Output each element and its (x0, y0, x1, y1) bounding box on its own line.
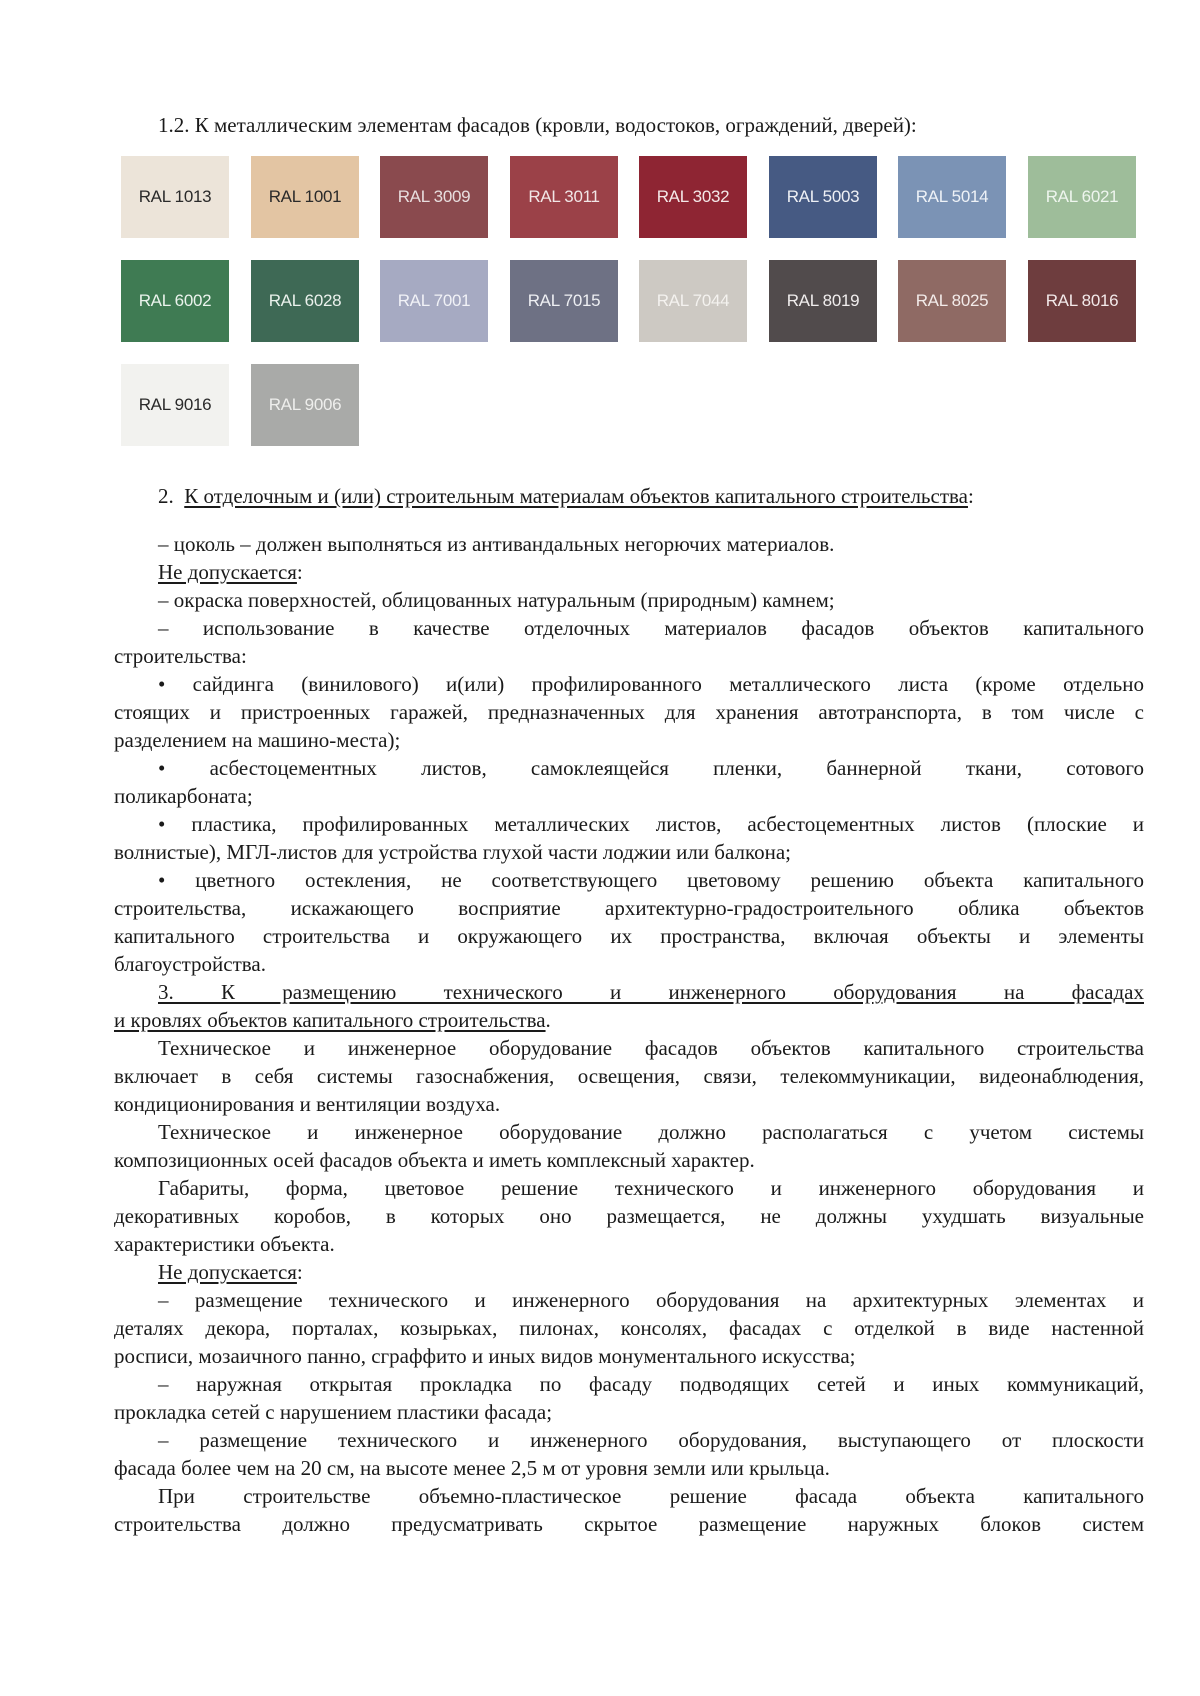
bullet-item-cont: поликарбоната; (114, 784, 253, 808)
bullet-item-cont: стоящих и пристроенных гаражей, предназначенных для хранения автотранспорта, в том числе с (114, 700, 1144, 724)
section-1-2-heading: 1.2. К металлическим элементам фасадов (кровли, водостоков, ограждений, дверей): (158, 113, 917, 137)
list-item-cont: фасада более чем на 20 см, на высоте менее 2,5 м от уровня земли или крыльца. (114, 1456, 830, 1480)
swatch-label: RAL 9006 (268, 395, 342, 414)
paragraph: Техническое и инженерное оборудование фасадов объектов капитального строительства (158, 1036, 1144, 1060)
bullet-item: • асбестоцементных листов, самоклеящейся пленки, баннерной ткани, сотового (158, 756, 1144, 780)
color-swatch (121, 364, 229, 446)
not-allowed-label-2: Не допускается: (158, 1260, 303, 1284)
paragraph: характеристики объекта. (114, 1232, 335, 1256)
color-swatch (510, 260, 618, 342)
bullet-item-cont: благоустройства. (114, 952, 266, 976)
color-swatch (121, 260, 229, 342)
swatch-label: RAL 6021 (1045, 187, 1119, 206)
list-item: – окраска поверхностей, облицованных натуральным (природным) камнем; (158, 588, 835, 612)
swatch-label: RAL 8016 (1045, 291, 1119, 310)
color-swatch (769, 260, 877, 342)
list-item-cont: строительства: (114, 644, 247, 668)
color-swatch (898, 156, 1006, 238)
section-3-heading-cont: и кровлях объектов капитального строительства. (114, 1008, 551, 1032)
swatch-label: RAL 5014 (915, 187, 989, 206)
paragraph: композиционных осей фасадов объекта и иметь комплексный характер. (114, 1148, 755, 1172)
swatch-label: RAL 3032 (656, 187, 730, 206)
section-3-heading: 3. К размещению технического и инженерного оборудования на фасадах (158, 980, 1144, 1004)
bullet-item: • сайдинга (винилового) и(или) профилированного металлического листа (кроме отдельно (158, 672, 1144, 696)
paragraph: Габариты, форма, цветовое решение технического и инженерного оборудования и (158, 1176, 1144, 1200)
bullet-item: • цветного остекления, не соответствующего цветовому решению объекта капитального (158, 868, 1144, 892)
swatch-label: RAL 3011 (528, 187, 600, 206)
color-swatch (251, 364, 359, 446)
paragraph: включает в себя системы газоснабжения, освещения, связи, телекоммуникации, видеонаблюдения, (114, 1064, 1144, 1088)
plinth-requirement: – цоколь – должен выполняться из антивандальных негорючих материалов. (158, 532, 835, 556)
swatch-label: RAL 8025 (915, 291, 989, 310)
not-allowed-label-1: Не допускается: (158, 560, 303, 584)
list-item-cont: росписи, мозаичного панно, сграффито и иных видов монументального искусства; (114, 1344, 856, 1368)
color-swatch (251, 260, 359, 342)
color-swatch (1028, 260, 1136, 342)
bullet-item: • пластика, профилированных металлических листов, асбестоцементных листов (плоские и (158, 812, 1144, 836)
body-text (114, 530, 1144, 1538)
ral-color-swatches (121, 156, 1137, 456)
list-item: – размещение технического и инженерного оборудования на архитектурных элементах и (158, 1288, 1144, 1312)
color-swatch (639, 156, 747, 238)
bullet-item-cont: разделением на машино-места); (114, 728, 401, 752)
color-swatch (380, 156, 488, 238)
list-item: – использование в качестве отделочных материалов фасадов объектов капитального (158, 616, 1144, 640)
swatch-label: RAL 6028 (268, 291, 342, 310)
list-item-cont: деталях декора, порталах, козырьках, пилонах, консолях, фасадах с отделкой в виде настенной (114, 1316, 1144, 1340)
bullet-item-cont: строительства, искажающего восприятие архитектурно-градостроительного облика объектов (114, 896, 1144, 920)
color-swatch (769, 156, 877, 238)
color-swatch (121, 156, 229, 238)
swatch-label: RAL 8019 (786, 291, 860, 310)
swatch-label: RAL 5003 (786, 187, 860, 206)
color-swatch (1028, 156, 1136, 238)
list-item: – наружная открытая прокладка по фасаду подводящих сетей и иных коммуникаций, (158, 1372, 1144, 1396)
swatch-label: RAL 7044 (656, 291, 730, 310)
swatch-label: RAL 6002 (138, 291, 212, 310)
swatch-label: RAL 7015 (527, 291, 601, 310)
color-swatch (639, 260, 747, 342)
paragraph: При строительстве объемно-пластическое решение фасада объекта капитального (158, 1484, 1144, 1508)
color-swatch (510, 156, 618, 238)
swatch-label: RAL 9016 (138, 395, 212, 414)
paragraph: строительства должно предусматривать скрытое размещение наружных блоков систем (114, 1512, 1144, 1536)
section-2-title-colon: : (967, 484, 974, 508)
swatch-label: RAL 3009 (397, 187, 471, 206)
section-2-heading (158, 484, 974, 509)
paragraph: декоративных коробов, в которых оно размещается, не должны ухудшать визуальные (114, 1204, 1144, 1228)
color-swatch (380, 260, 488, 342)
swatch-label: RAL 7001 (397, 291, 471, 310)
paragraph: Техническое и инженерное оборудование должно располагаться с учетом системы (158, 1120, 1144, 1144)
bullet-item-cont: волнистые), МГЛ-листов для устройства глухой части лоджии или балкона; (114, 840, 792, 864)
list-item: – размещение технического и инженерного оборудования, выступающего от плоскости (158, 1428, 1144, 1452)
section-2-number: 2. (158, 484, 174, 508)
bullet-item-cont: капитального строительства и окружающего их пространства, включая объекты и элементы (114, 924, 1144, 948)
swatch-label: RAL 1001 (268, 187, 342, 206)
list-item-cont: прокладка сетей с нарушением пластики фасада; (114, 1400, 553, 1424)
section-2-title: К отделочным и (или) строительным материалам объектов капитального строительства (184, 484, 968, 508)
color-swatch (898, 260, 1006, 342)
color-swatch (251, 156, 359, 238)
paragraph: кондиционирования и вентиляции воздуха. (114, 1092, 501, 1116)
swatch-label: RAL 1013 (138, 187, 212, 206)
